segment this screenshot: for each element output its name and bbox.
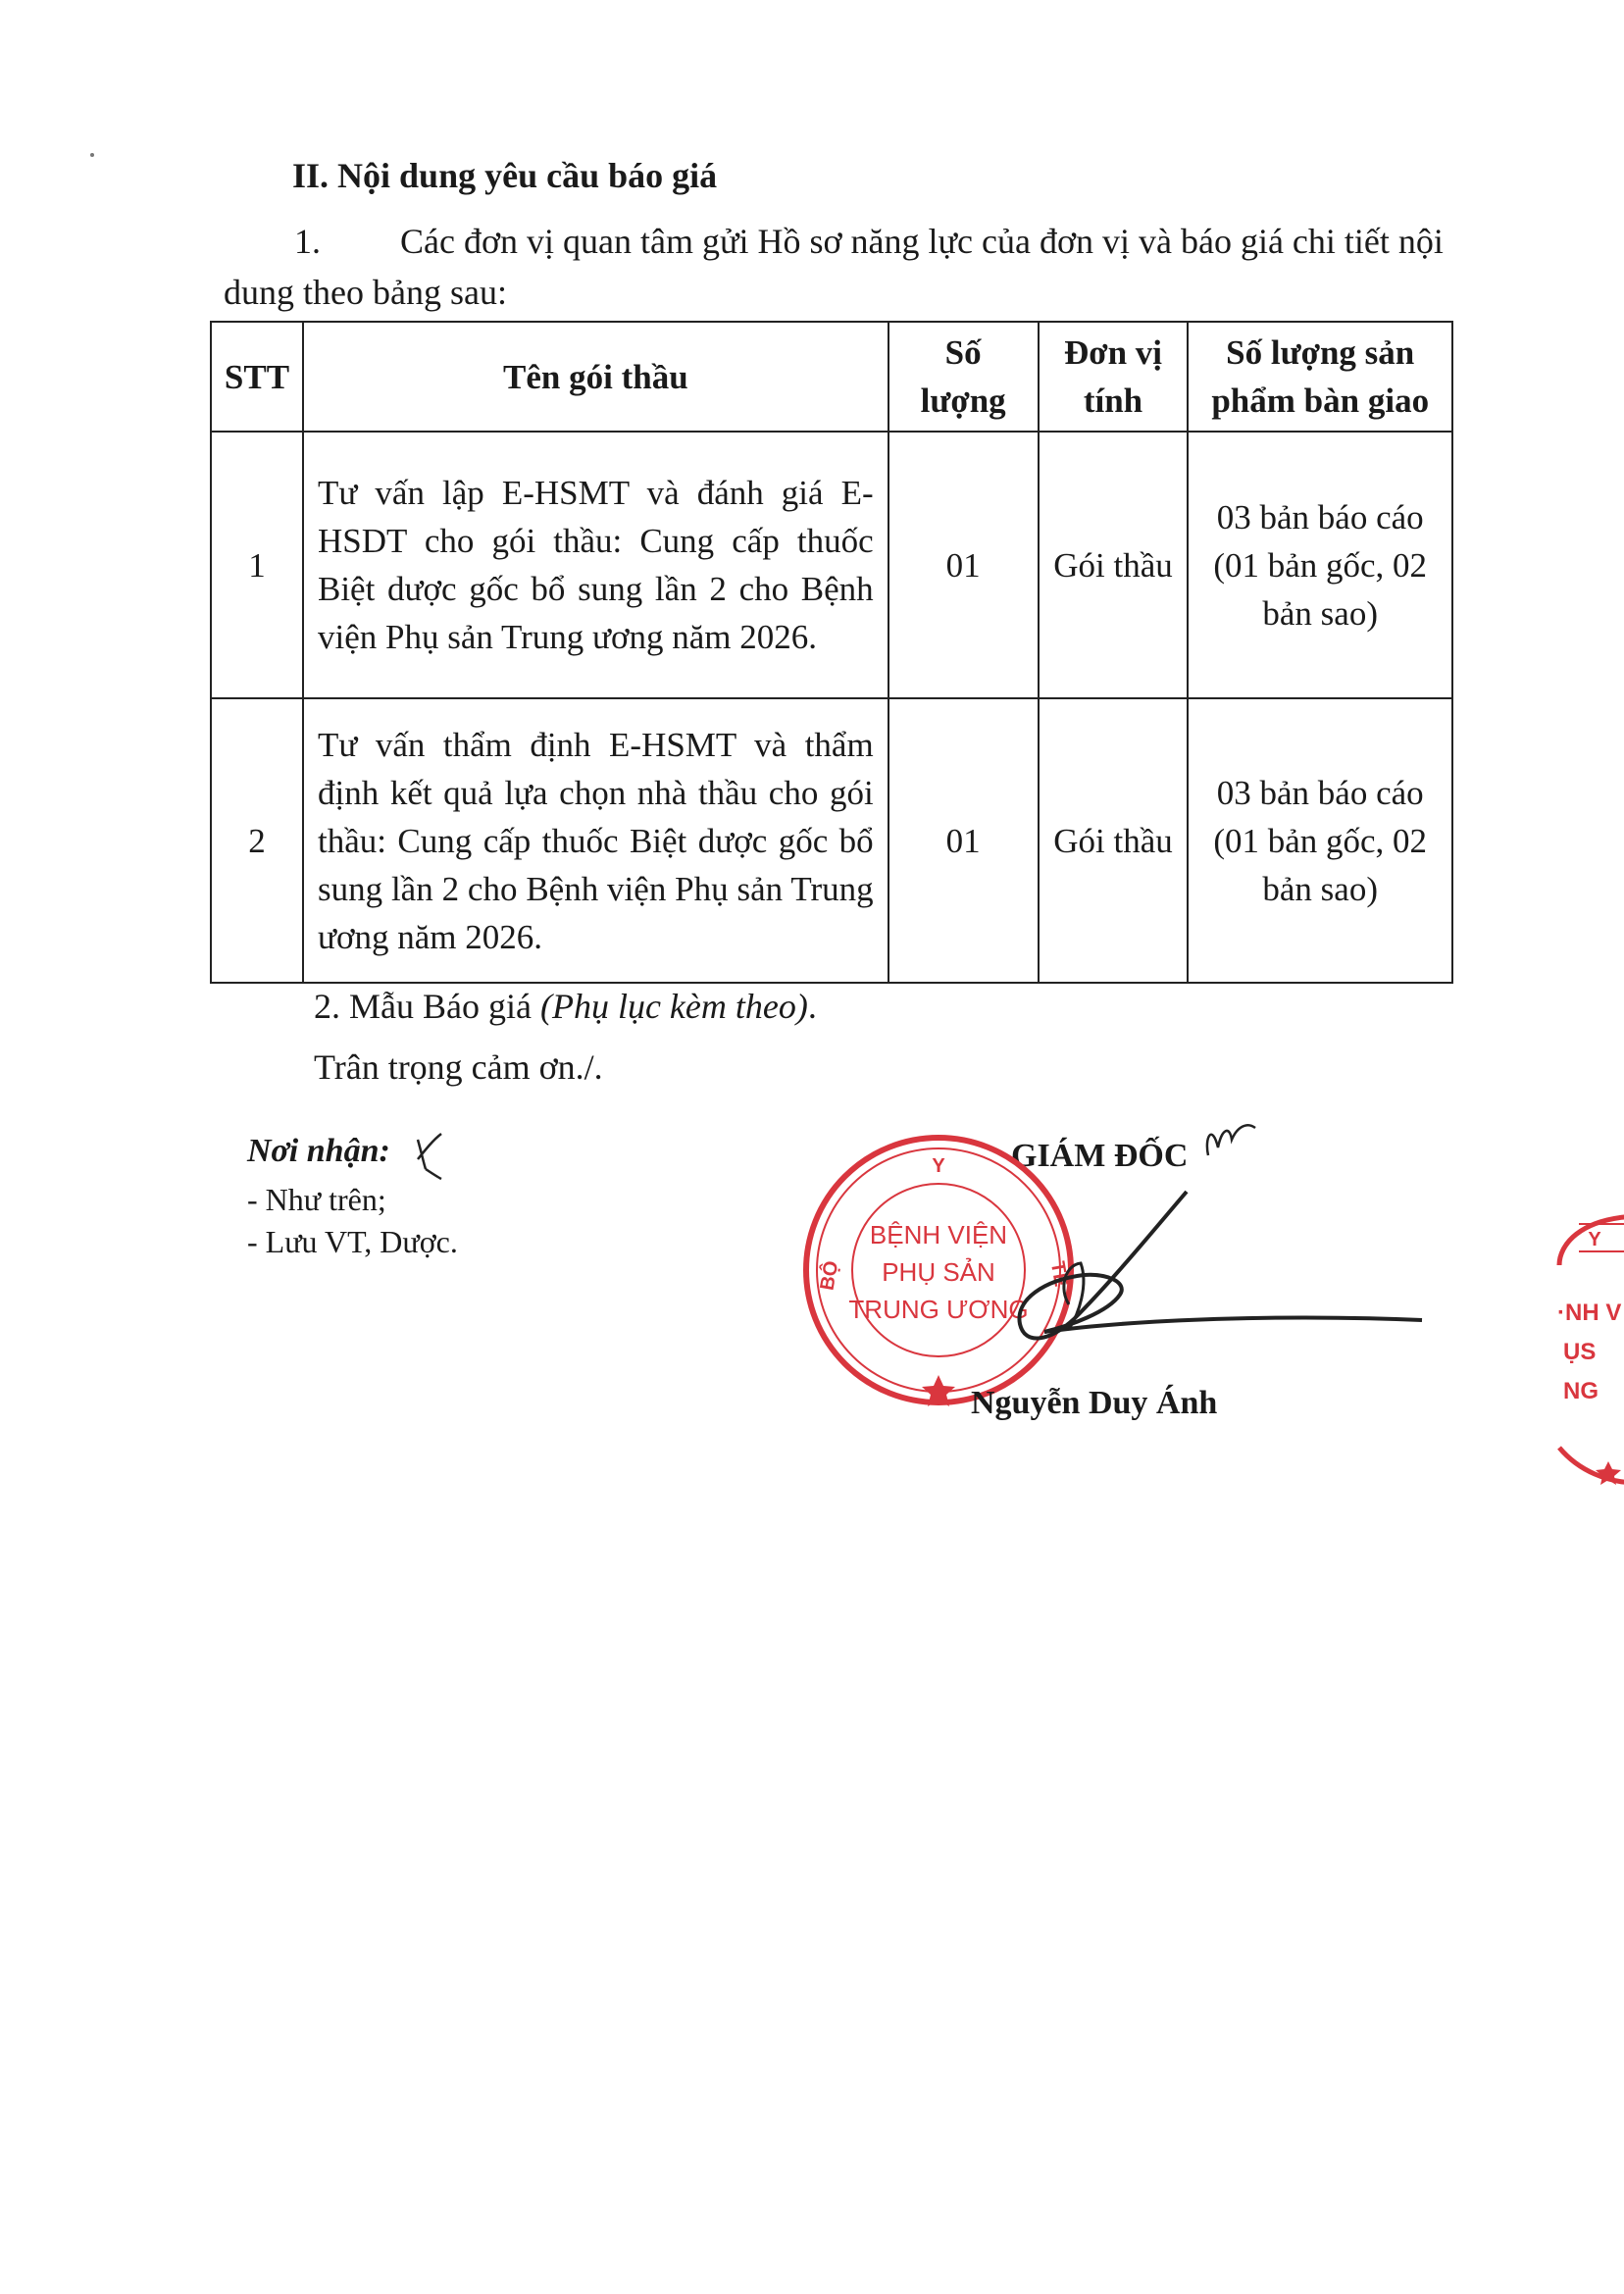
cell-package-name: Tư vấn thẩm định E-HSMT và thẩm định kết quả lựa chọn nhà thầu cho gói thầu: Cung cấp thuốc Biệt dược gốc bổ sung lần 2 cho Bệnh viện Phụ sản Trung ương năm 2026.	[303, 698, 888, 983]
col-header-qty: Số lượng	[888, 322, 1039, 432]
cell-unit: Gói thầu	[1039, 432, 1189, 698]
table-row	[211, 432, 1452, 698]
recipient-line: - Như trên;	[247, 1182, 386, 1217]
col-header-unit: Đơn vị tính	[1039, 322, 1189, 432]
partial-seal-line: NG	[1563, 1378, 1599, 1404]
item-1-paragraph	[224, 216, 1454, 318]
handwritten-tick-icon	[412, 1130, 447, 1181]
table-header-row	[211, 322, 1452, 432]
partial-seal-line: Y	[1588, 1229, 1601, 1250]
seal-top-letter: Y	[932, 1155, 945, 1177]
item-2-tail: .	[807, 987, 817, 1026]
cell-deliver: 03 bản báo cáo (01 bản gốc, 02 bản sao)	[1188, 432, 1452, 698]
cell-stt: 1	[211, 432, 303, 698]
signatory-name: Nguyễn Duy Ánh	[971, 1385, 1218, 1421]
handwritten-signature	[990, 1118, 1432, 1383]
item-2-text: 2. Mẫu Báo giá	[314, 987, 540, 1026]
cell-qty: 01	[888, 698, 1039, 983]
signatory-title: GIÁM ĐỐC	[1011, 1138, 1189, 1174]
cell-package-name: Tư vấn lập E-HSMT và đánh giá E-HSDT cho gói thầu: Cung cấp thuốc Biệt dược gốc bổ sung lần 2 cho Bệnh viện Phụ sản Trung ương năm 2026.	[303, 432, 888, 698]
item-1-text: Các đơn vị quan tâm gửi Hồ sơ năng lực của đơn vị và báo giá chi tiết nội dung theo bảng sau:	[224, 222, 1444, 312]
recipients-title: Nơi nhận:	[247, 1133, 390, 1169]
item-1-number: 1.	[294, 222, 321, 261]
seal-side-text-right: TẾ	[1045, 1259, 1072, 1289]
table-row	[211, 698, 1452, 983]
cell-unit: Gói thầu	[1039, 698, 1189, 983]
recipient-line: - Lưu VT, Dược.	[247, 1224, 458, 1259]
partial-seal	[1540, 1206, 1624, 1501]
col-header-name: Tên gói thầu	[303, 322, 888, 432]
scan-mark	[90, 153, 94, 157]
section-heading: II. Nội dung yêu cầu báo giá	[292, 156, 718, 195]
cell-deliver: 03 bản báo cáo (01 bản gốc, 02 bản sao)	[1188, 698, 1452, 983]
seal-line: PHỤ SẢN	[882, 1257, 995, 1287]
closing-line: Trân trọng cảm ơn./.	[314, 1047, 603, 1087]
col-header-deliver: Số lượng sản phẩm bàn giao	[1188, 322, 1452, 432]
item-2-italic: (Phụ lục kèm theo)	[539, 987, 808, 1026]
seal-line: BỆNH VIỆN	[869, 1220, 1008, 1249]
seal-side-text: BỘ	[816, 1259, 843, 1293]
col-header-stt: STT	[211, 322, 303, 432]
cell-qty: 01	[888, 432, 1039, 698]
seal-line: TRUNG ƯƠNG	[848, 1295, 1029, 1324]
item-2-line	[314, 986, 817, 1027]
package-table	[210, 321, 1453, 984]
partial-seal-line: ·NH V	[1557, 1300, 1622, 1326]
cell-stt: 2	[211, 698, 303, 983]
partial-seal-line: ỤS	[1563, 1339, 1597, 1365]
